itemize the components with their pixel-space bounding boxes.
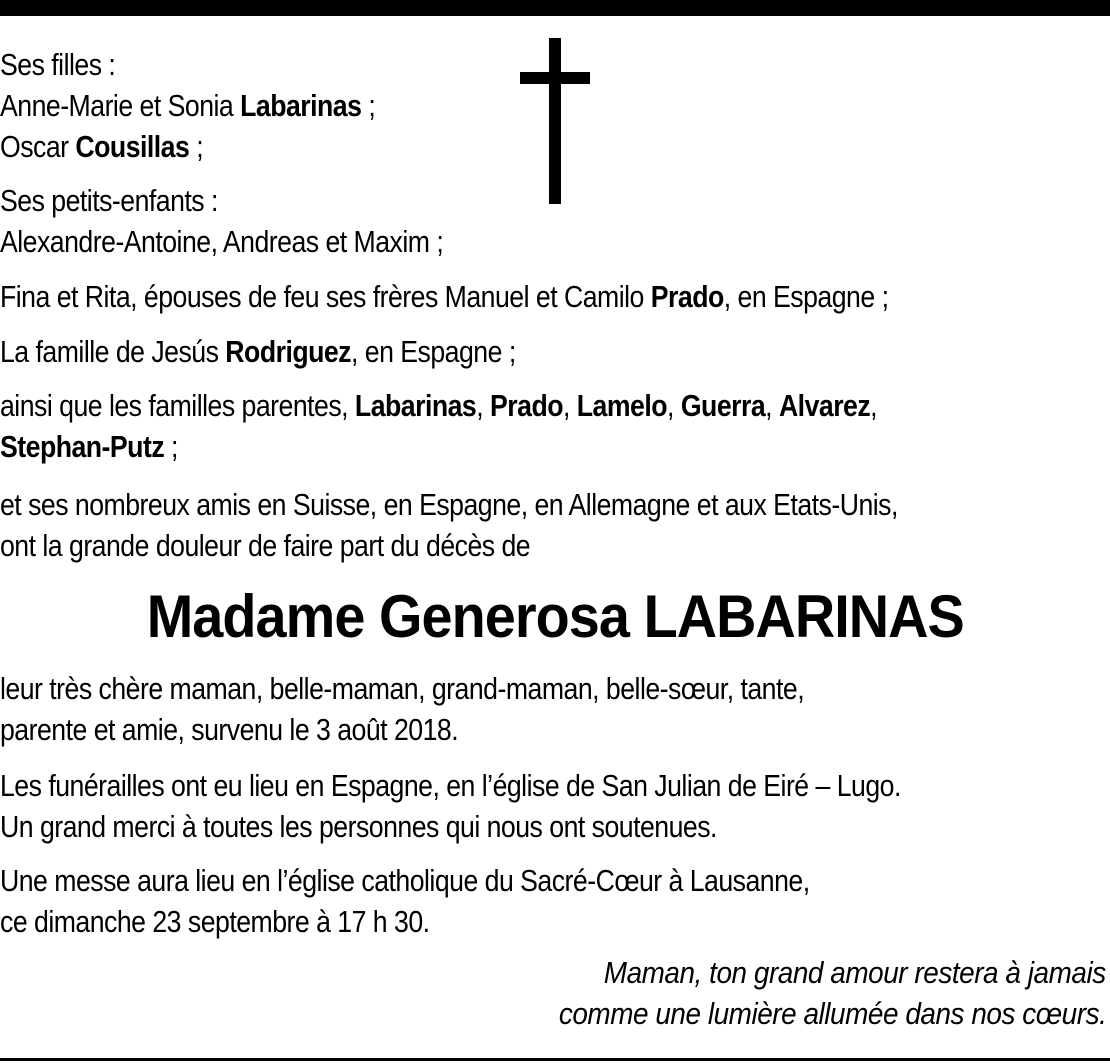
rodriguez-family-line: La famille de Jesús Rodriguez, en Espagne ; bbox=[0, 334, 516, 369]
surname-cousillas: Cousillas bbox=[75, 129, 190, 164]
daughters-section bbox=[0, 44, 1108, 167]
surname-prado: Prado bbox=[650, 279, 724, 314]
grandchildren-section bbox=[0, 180, 1108, 262]
sisters-in-law-line: Fina et Rita, épouses de feu ses frères Manuel et Camilo Prado, en Espagne ; bbox=[0, 279, 889, 314]
quote-line-2: comme une lumière allumée dans nos cœurs. bbox=[558, 996, 1106, 1031]
deceased-name-heading: Madame Generosa LABARINAS bbox=[146, 583, 964, 650]
daughters-line-1: Anne-Marie et Sonia Labarinas ; bbox=[0, 88, 376, 123]
related-families-section bbox=[0, 385, 1108, 467]
friends-line-2: ont la grande douleur de faire part du décès de bbox=[0, 528, 531, 563]
daughters-label: Ses filles : bbox=[0, 47, 116, 82]
mass-line-2: ce dimanche 23 septembre à 17 h 30. bbox=[0, 904, 430, 939]
quote-line-1: Maman, ton grand amour restera à jamais bbox=[604, 955, 1106, 990]
surname-rodriguez: Rodriguez bbox=[225, 334, 352, 369]
top-border-rule bbox=[0, 0, 1110, 16]
grandchildren-names: Alexandre-Antoine, Andreas et Maxim ; bbox=[0, 224, 444, 259]
grandchildren-label: Ses petits-enfants : bbox=[0, 183, 218, 218]
mass-line-1: Une messe aura lieu en l’église catholique du Sacré-Cœur à Lausanne, bbox=[0, 863, 810, 898]
funeral-line-2: Un grand merci à toutes les personnes qui nous ont soutenues. bbox=[0, 809, 717, 844]
relation-line-1: leur très chère maman, belle-maman, grand-maman, belle-sœur, tante, bbox=[0, 671, 805, 706]
funeral-section bbox=[0, 765, 1108, 847]
relation-section bbox=[0, 668, 1108, 750]
bottom-border-rule bbox=[0, 1058, 1110, 1061]
related-families-line-1: ainsi que les familles parentes, Labarinas, Prado, Lamelo, Guerra, Alvarez, bbox=[0, 388, 878, 423]
relation-line-2: parente et amie, survenu le 3 août 2018. bbox=[0, 712, 459, 747]
daughters-line-2: Oscar Cousillas ; bbox=[0, 129, 204, 164]
surname-labarinas: Labarinas bbox=[240, 88, 362, 123]
friends-line-1: et ses nombreux amis en Suisse, en Espagne, en Allemagne et aux Etats-Unis, bbox=[0, 487, 898, 522]
related-families-line-2: Stephan-Putz ; bbox=[0, 429, 178, 464]
closing-quote bbox=[306, 952, 1106, 1034]
mass-section bbox=[0, 860, 1108, 942]
friends-section bbox=[0, 484, 1108, 566]
funeral-line-1: Les funérailles ont eu lieu en Espagne, en l’église de San Julian de Eiré – Lugo. bbox=[0, 768, 901, 803]
